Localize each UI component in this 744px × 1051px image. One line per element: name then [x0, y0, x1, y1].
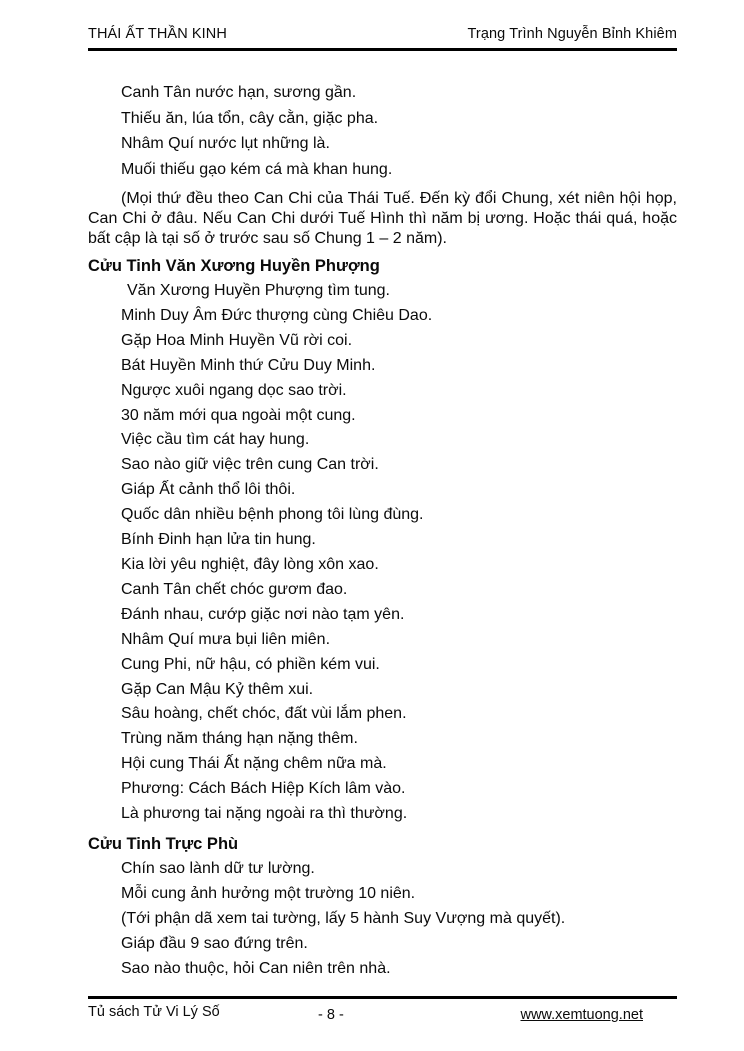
verse-line: Việc cầu tìm cát hay hung.	[121, 431, 310, 449]
verse-line: Bính Đinh hạn lửa tin hung.	[121, 531, 316, 549]
verse-line: Giáp Ất cảnh thổ lôi thôi.	[121, 481, 296, 499]
footer-page-number: - 8 -	[318, 1007, 344, 1023]
verse-line: Muối thiếu gạo kém cá mà khan hung.	[121, 160, 393, 178]
section-heading: Cửu Tinh Văn Xương Huyền Phượng	[88, 257, 380, 275]
verse-line: Chín sao lành dữ tư lường.	[121, 859, 315, 877]
verse-line: Kia lời yêu nghiệt, đây lòng xôn xao.	[121, 555, 379, 573]
verse-block	[88, 279, 677, 827]
verse-line: Quốc dân nhiều bệnh phong tôi lùng đùng.	[121, 506, 424, 524]
verse-line: Sao nào thuộc, hỏi Can niên trên nhà.	[121, 959, 391, 977]
verse-line: Giáp đầu 9 sao đứng trên.	[121, 934, 308, 952]
document-body	[88, 80, 677, 981]
footer-library-label: Tủ sách Tử Vi Lý Số	[88, 1004, 220, 1020]
footer-website-link[interactable]: www.xemtuong.net	[520, 1007, 643, 1023]
verse-line: Canh Tân chết chóc gươm đao.	[121, 580, 348, 598]
verse-line: Ngược xuôi ngang dọc sao trời.	[121, 381, 347, 399]
verse-line: Văn Xương Huyền Phượng tìm tung.	[127, 282, 390, 299]
verse-line: Trùng năm tháng hạn nặng thêm.	[121, 730, 358, 748]
verse-line: (Tới phận dã xem tai tường, lấy 5 hành Suy Vượng mà quyết).	[121, 909, 566, 927]
verse-line: 30 năm mới qua ngoài một cung.	[121, 406, 356, 424]
header-author: Trạng Trình Nguyễn Bỉnh Khiêm	[467, 26, 677, 42]
verse-line: Nhâm Quí nước lụt những là.	[121, 135, 330, 152]
paragraph: (Mọi thứ đều theo Can Chi của Thái Tuế. Đến kỳ đổi Chung, xét niên hội họp, Can Chi ở đâu. Nếu Can Chi dưới Tuế Hình thì năm bị ương. Hoặc thái quá, hoặc bất cập là tại số ở trước sau số Chung 1 – 2 năm).	[88, 190, 677, 247]
verse-line: Bát Huyền Minh thứ Cửu Duy Minh.	[121, 356, 376, 374]
verse-line: Nhâm Quí mưa bụi liên miên.	[121, 630, 331, 648]
page-footer	[88, 996, 677, 1023]
verse-line: Đánh nhau, cướp giặc nơi nào tạm yên.	[121, 605, 405, 623]
section-heading: Cửu Tinh Trực Phù	[88, 834, 239, 853]
verse-line: Minh Duy Âm Đức thượng cùng Chiêu Dao.	[121, 306, 433, 324]
verse-line: Sao nào giữ việc trên cung Can trời.	[121, 456, 379, 474]
verse-block	[88, 857, 677, 982]
verse-line: Mỗi cung ảnh hưởng một trường 10 niên.	[121, 884, 416, 902]
verse-line: Là phương tai nặng ngoài ra thì thường.	[121, 805, 408, 823]
verse-line: Hội cung Thái Ất nặng chêm nữa mà.	[121, 755, 387, 773]
verse-line: Cung Phi, nữ hậu, có phiền kém vui.	[121, 655, 380, 673]
verse-line: Sâu hoàng, chết chóc, đất vùi lắm phen.	[121, 705, 407, 723]
verse-line: Gặp Can Mậu Kỷ thêm xui.	[121, 680, 314, 698]
verse-line: Canh Tân nước hạn, sương gần.	[121, 84, 357, 101]
page-header	[88, 26, 677, 51]
header-book-title: THÁI ẤT THẦN KINH	[88, 26, 227, 42]
verse-line: Phương: Cách Bách Hiệp Kích lâm vào.	[121, 780, 406, 798]
verse-block	[88, 80, 677, 182]
verse-line: Thiếu ăn, lúa tổn, cây cằn, giặc pha.	[121, 109, 379, 127]
verse-line: Gặp Hoa Minh Huyền Vũ rời coi.	[121, 331, 353, 349]
